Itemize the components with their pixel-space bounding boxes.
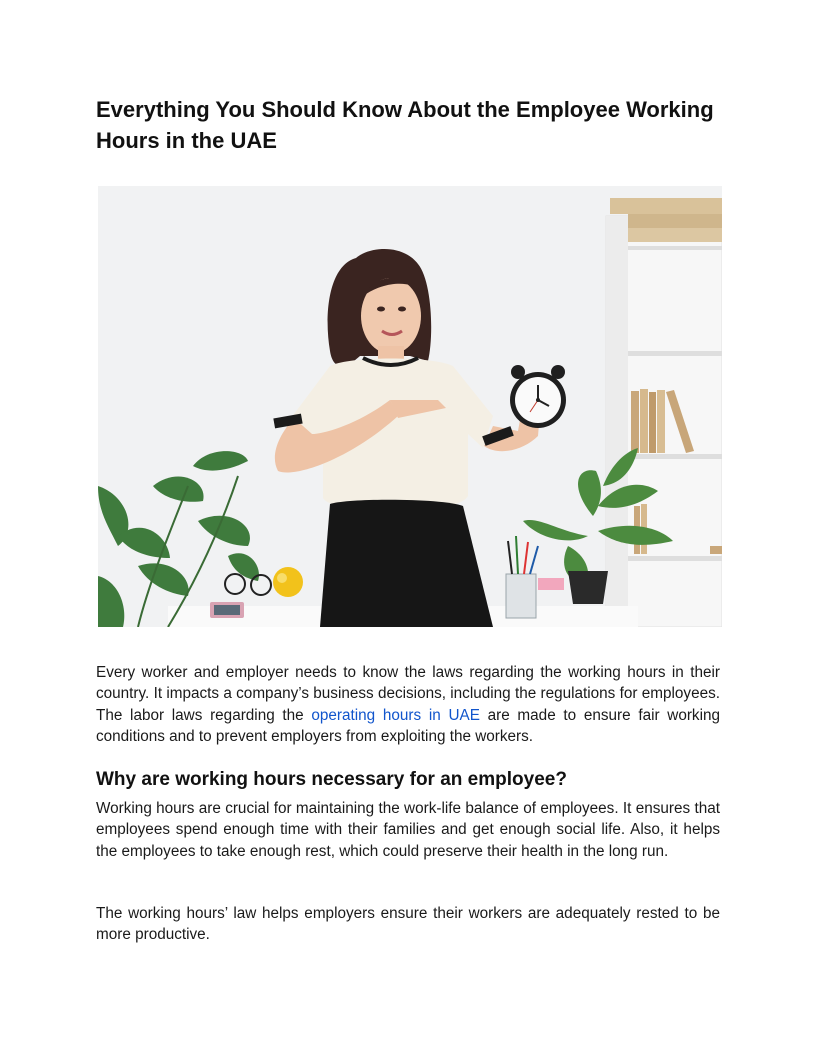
intro-text-end: are made to ensure fair working conditions and to prevent employers from exploiting the workers. <box>96 706 720 745</box>
paragraph-productivity: The working hours’ law helps employers ensure their workers are adequately rested to be more productive. <box>96 905 720 944</box>
intro-paragraph <box>96 662 720 747</box>
clock-illustration-icon <box>98 186 722 627</box>
section-heading: Why are working hours necessary for an employee? <box>96 769 567 790</box>
operating-hours-link[interactable]: operating hours in UAE <box>311 706 480 724</box>
intro-text-start: Every worker and employer needs to know the laws regarding the working hours in their country. It impacts a company’s business decisions, including the regulations for employees. The labor laws regarding the <box>96 664 720 724</box>
article-title: Everything You Should Know About the Employee Working Hours in the UAE <box>96 97 714 153</box>
paragraph-work-life-balance: Working hours are crucial for maintaining the work-life balance of employees. It ensures that employees spend enough time with their families and get enough social life. Also, it helps the employees to take enough rest, which could preserve their health in the long run. <box>96 800 720 860</box>
hero-image <box>98 186 722 627</box>
